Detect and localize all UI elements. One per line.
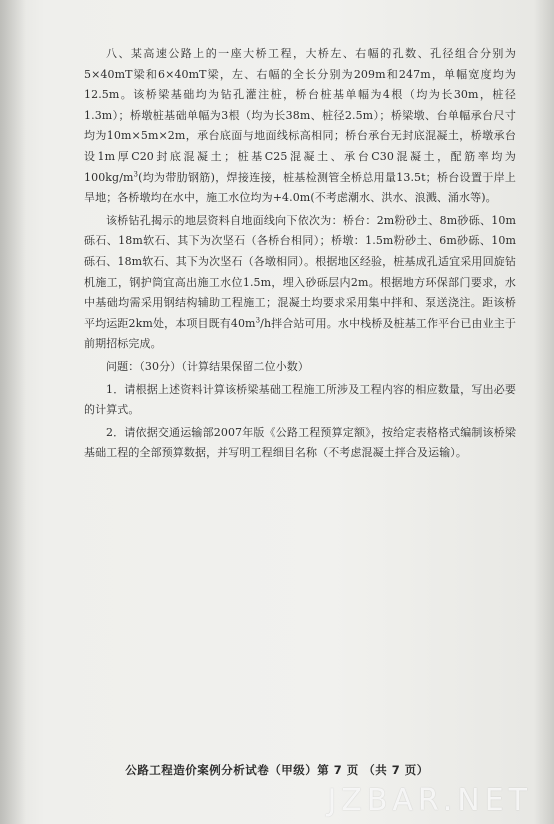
exam-content: [84, 44, 516, 464]
watermark: JZBAR.NET: [327, 783, 532, 818]
problem-paragraph-2-text: 该桥钻孔揭示的地层资料自地面线向下依次为：桥台：2m粉砂土、8m砂砾、10m砾石、18m软石、其下为次坚石（各桥台相同）；桥墩：1.5m粉砂土、6m砂砾、10m砾石、18m软石、其下为次坚石（各墩相同）。根据地区经验，桩基成孔适宜采用回旋钻机施工，钢护筒宜高出施工水位1.5m，埋入砂砾层内2m。根据地方环保部门要求，水中基础均需采用钢结构辅助工程施工；混凝土均要求采用集中拌和、泵送浇注。距该桥平均运距2km处，本项目既有40m: [84, 213, 516, 330]
question-1: 1．请根据上述资料计算该桥梁基础工程施工所涉及工程内容的相应数量，写出必要的计算式。: [84, 382, 516, 417]
question-2: 2．请依据交通运输部2007年版《公路工程预算定额》，按给定表格格式编制该桥梁基础工程的全部预算数据，并写明工程细目名称（不考虑混凝土拌合及运输）。: [84, 425, 516, 460]
superscript-3: 3: [255, 316, 261, 325]
problem-paragraph-2: [84, 211, 516, 355]
problem-paragraph-1-text: 八、某高速公路上的一座大桥工程，大桥左、右幅的孔数、孔径组合分别为5×40mT梁和6×40mT梁，左、右幅的全长分别为209m和247m，单幅宽度均为12.5m。该桥梁基础均为钻孔灌注桩，桥台桩基单幅为4根（均为长30m，桩径1.3m）；桥墩桩基础单幅为3根（均为长38m、桩径2.5m）；桥梁墩、台单幅承台尺寸均为10m×5m×2m，承台底面与地面线标高相同；桥台承台无封底混凝土，桥墩承台设1m厚C20封底混凝土；桩基C25混凝土、承台C30混凝土，配筋率均为100kg/m: [84, 47, 516, 184]
problem-paragraph-1: [84, 44, 516, 209]
page-footer: 公路工程造价案例分析试卷（甲级）第 7 页 （共 7 页）: [125, 763, 429, 777]
page-shadow-right: [534, 0, 554, 824]
problem-paragraph-2-tail: /h拌合站可用。水中栈桥及桩基工作平台已由业主于前期招标完成。: [84, 316, 516, 351]
superscript-3: 3: [133, 169, 139, 178]
page-shadow-left: [0, 0, 26, 824]
questions-header: 问题：（30分）（计算结果保留二位小数）: [106, 359, 309, 373]
problem-paragraph-1-tail: (均为带肋钢筋)，焊接连接，桩基检测管全桥总用量13.5t；桥台设置于岸上旱地；各桥墩均在水中，施工水位均为+4.0m(不考虑潮水、洪水、浪溅、涌水等)。: [84, 170, 516, 205]
